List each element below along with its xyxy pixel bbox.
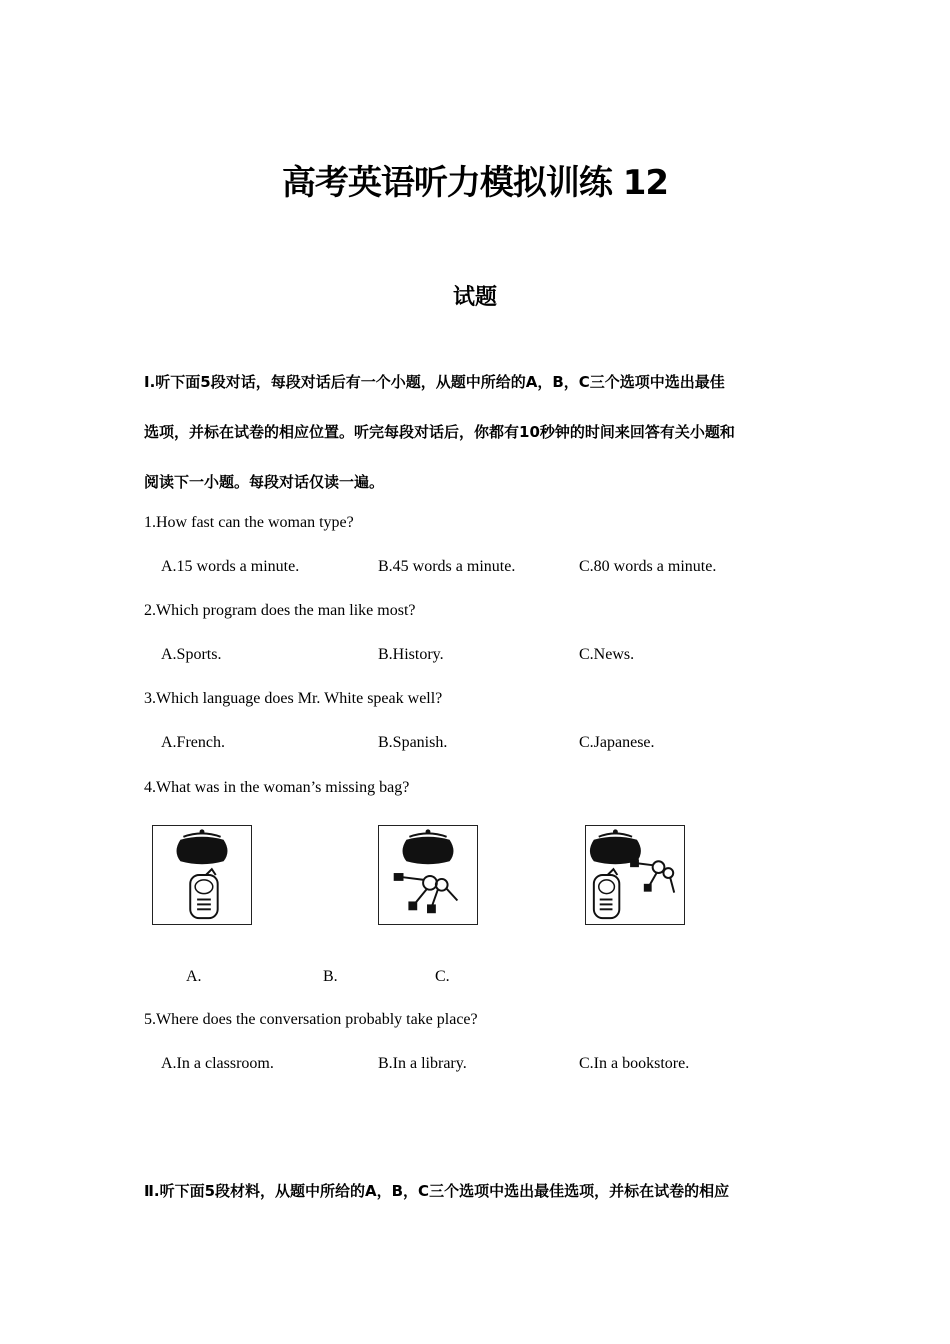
question-4: 4.What was in the woman’s missing bag?: [144, 779, 410, 796]
question-5-option-b: B.In a library.: [378, 1055, 467, 1072]
mobile-phone-icon: [594, 869, 619, 918]
question-3-option-b: B.Spanish.: [378, 734, 448, 751]
question-5: 5.Where does the conversation probably take place?: [144, 1011, 478, 1028]
question-2: 2.Which program does the man like most?: [144, 602, 416, 619]
question-1-option-a: A.15 words a minute.: [161, 558, 300, 575]
question-3: 3.Which language does Mr. White speak well?: [144, 690, 443, 707]
section1-instruction-line2: 选项，并标在试卷的相应位置。听完每段对话后，你都有10秒钟的时间来回答有关小题和: [144, 423, 735, 441]
keys-icon: [631, 860, 674, 892]
picture-b: [378, 825, 478, 925]
question-5-option-c: C.In a bookstore.: [579, 1055, 690, 1072]
purse-icon: [177, 829, 228, 864]
picture-a: [152, 825, 252, 925]
picture-c: [585, 825, 685, 925]
purse-icon: [403, 829, 454, 864]
section2-instruction-line1: Ⅱ.听下面5段材料，从题中所给的A，B，C三个选项中选出最佳选项，并标在试卷的相应: [144, 1182, 730, 1200]
question-2-option-c: C.News.: [579, 646, 635, 663]
keys-icon: [395, 874, 458, 912]
page-subtitle: 试题: [452, 285, 497, 310]
purse-icon: [590, 829, 641, 864]
question-3-option-a: A.French.: [161, 734, 225, 751]
question-5-option-a: A.In a classroom.: [161, 1055, 274, 1072]
question-4-option-a: A.: [186, 968, 202, 985]
section1-instruction-line3: 阅读下一小题。每段对话仅读一遍。: [144, 473, 385, 491]
question-1-option-b: B.45 words a minute.: [378, 558, 516, 575]
question-4-option-b: B.: [323, 968, 338, 985]
mobile-phone-icon: [190, 869, 217, 918]
question-4-option-c: C.: [435, 968, 450, 985]
page-title: 高考英语听力模拟训练 12: [281, 163, 669, 203]
section1-instruction-line1: Ⅰ.听下面5段对话，每段对话后有一个小题，从题中所给的A，B，C三个选项中选出最佳: [144, 373, 725, 391]
question-3-option-c: C.Japanese.: [579, 734, 655, 751]
question-2-option-b: B.History.: [378, 646, 444, 663]
question-1-option-c: C.80 words a minute.: [579, 558, 717, 575]
question-2-option-a: A.Sports.: [161, 646, 222, 663]
question-1: 1.How fast can the woman type?: [144, 514, 354, 531]
